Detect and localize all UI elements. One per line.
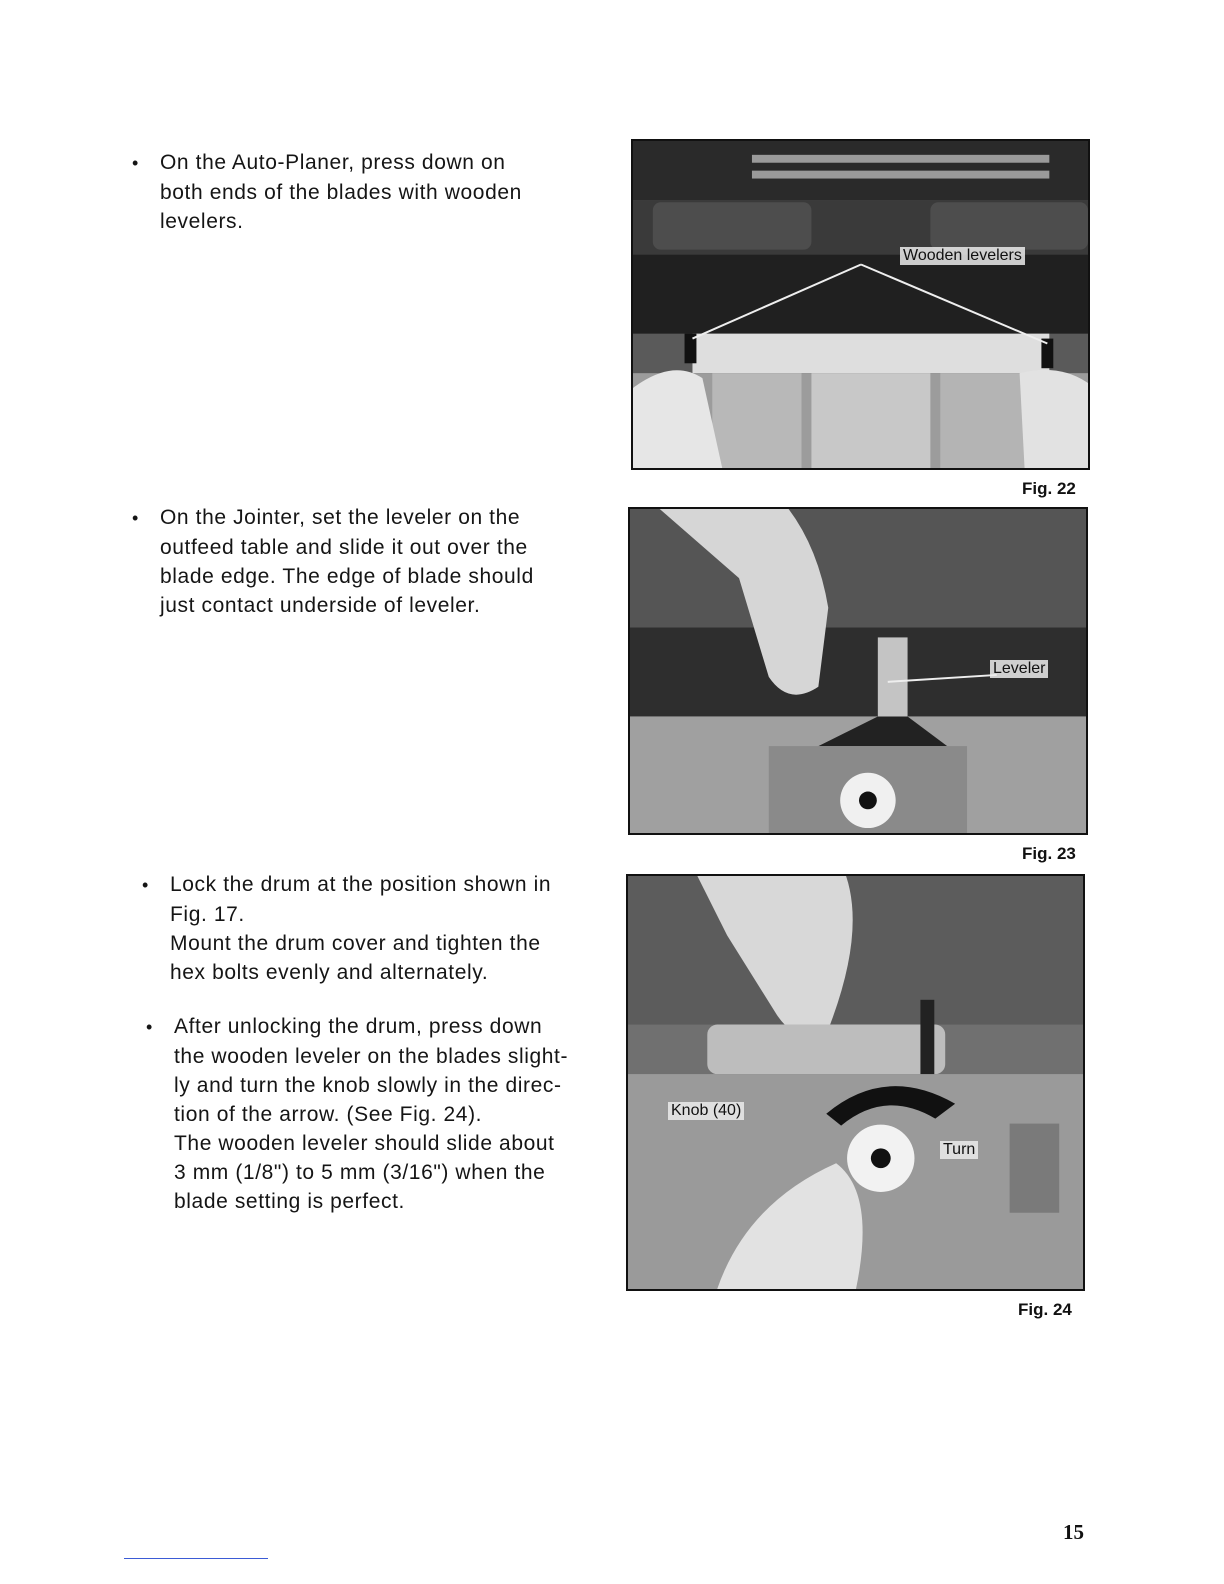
callout-wooden-levelers: Wooden levelers <box>900 247 1025 265</box>
text-line: both ends of the blades with wooden <box>160 181 522 204</box>
figure-caption: Fig. 23 <box>1022 844 1076 863</box>
footer-rule <box>124 1558 268 1559</box>
knob-illustration <box>628 876 1083 1289</box>
text-line: blade setting is perfect. <box>174 1190 405 1213</box>
text-line: just contact underside of leveler. <box>160 594 481 617</box>
text-line: blade edge. The edge of blade should <box>160 565 534 588</box>
callout-turn: Turn <box>940 1141 978 1159</box>
text-line: After unlocking the drum, press down <box>174 1015 543 1038</box>
text-line: Mount the drum cover and tighten the <box>170 932 541 955</box>
bullet-icon: • <box>146 1017 153 1037</box>
callout-knob: Knob (40) <box>668 1102 744 1120</box>
text-line: outfeed table and slide it out over the <box>160 536 528 559</box>
instruction-lock-drum <box>142 870 610 987</box>
figure-24-photo <box>626 874 1085 1291</box>
callout-leveler: Leveler <box>990 660 1048 678</box>
figure-22-photo <box>631 139 1090 470</box>
bullet-icon: • <box>142 875 149 895</box>
text-line: ly and turn the knob slowly in the direc- <box>174 1074 562 1097</box>
text-line: hex bolts evenly and alternately. <box>170 961 489 984</box>
instruction-unlock-drum <box>146 1012 610 1216</box>
text-line: On the Auto-Planer, press down on <box>160 151 506 174</box>
figure-caption: Fig. 22 <box>1022 479 1076 498</box>
text-line: Lock the drum at the position shown in <box>170 873 552 896</box>
bullet-icon: • <box>132 508 139 528</box>
planer-illustration <box>633 141 1088 468</box>
page-number: 15 <box>1063 1520 1084 1544</box>
figure-caption: Fig. 24 <box>1018 1300 1072 1319</box>
bullet-icon: • <box>132 153 139 173</box>
text-line: levelers. <box>160 210 244 233</box>
text-line: Fig. 17. <box>170 903 245 926</box>
instruction-auto-planer <box>132 148 610 236</box>
text-line: tion of the arrow. (See Fig. 24). <box>174 1103 483 1126</box>
text-line: On the Jointer, set the leveler on the <box>160 506 521 529</box>
text-line: The wooden leveler should slide about <box>174 1132 555 1155</box>
instruction-jointer <box>132 503 610 620</box>
text-line: the wooden leveler on the blades slight- <box>174 1045 569 1068</box>
text-line: 3 mm (1/8") to 5 mm (3/16") when the <box>174 1161 546 1184</box>
